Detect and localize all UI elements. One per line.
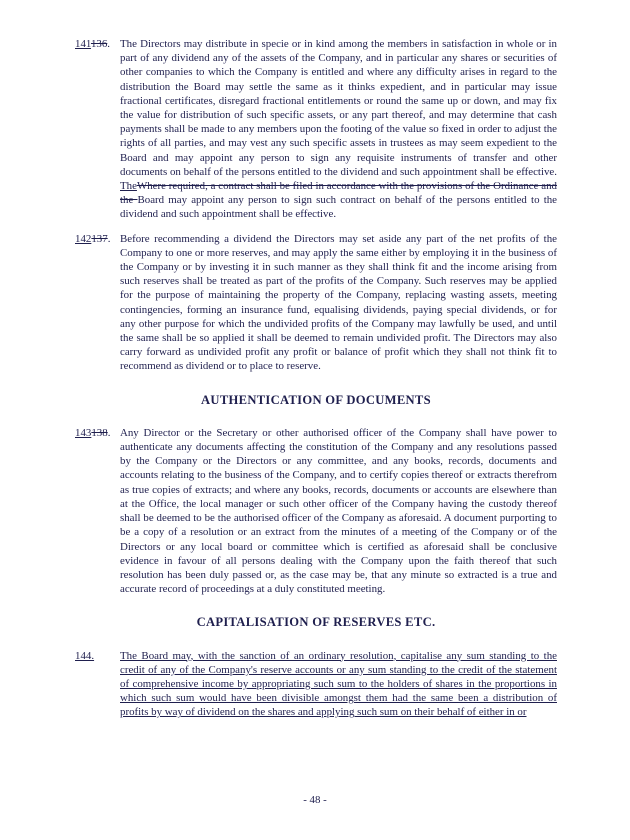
paragraph-143-number-dot: . — [107, 426, 111, 439]
paragraph-141-number-old: 136 — [90, 38, 108, 50]
paragraph-144 — [75, 649, 557, 720]
paragraph-141-body — [120, 37, 557, 222]
paragraph-143-number-old: 138 — [91, 426, 108, 439]
section-heading-authentication: AUTHENTICATION OF DOCUMENTS — [201, 392, 431, 407]
paragraph-142-number-dot: . — [107, 232, 111, 245]
paragraph-141-number-new: 141 — [75, 38, 91, 50]
paragraph-143-number — [75, 426, 120, 596]
paragraph-141-number-dot: . — [107, 38, 111, 50]
paragraph-141-text: The Directors may distribute in specie or in kind among the members in satisfaction in whole or in part of any dividend any of the assets of the Company, and in particular any shares or securities of other companies to which the Company is entitled and where any difficulty arises in regard to the distribution the Board may settle the same as it thinks expedient, and in particular may issue fractional certificates, disregard fractional entitlements or round the same up or down, and may fix the value for distribution of such specific assets, or any part thereof, and may determine that cash payments shall be made to any members upon the footing of the value so fixed in order to adjust the rights of all parties, and may vest any such specific assets in trustees as may seem expedient to the Board and may appoint any person to sign any requisite instruments of transfer and other documents on behalf of the persons entitled to the dividend and such appointment shall be effective. — [120, 38, 557, 178]
paragraph-141-inserted-text: The — [120, 180, 137, 193]
paragraph-142-number-new: 142 — [75, 232, 92, 245]
paragraph-144-body — [120, 649, 557, 720]
paragraph-142-body — [120, 232, 557, 374]
paragraph-143-number-new: 143 — [75, 426, 92, 439]
paragraph-141-number — [75, 37, 120, 222]
paragraph-142-number-old: 137 — [91, 232, 108, 245]
paragraph-142-number — [75, 232, 120, 374]
page-number: - 48 - — [303, 793, 327, 806]
paragraph-144-number-text: 144. — [75, 649, 95, 662]
paragraph-141 — [75, 37, 557, 222]
paragraph-143 — [75, 426, 557, 596]
paragraph-141-text-rest: Board may appoint any person to sign such contract on behalf of the persons entitled to the dividend and such appointment shall be effective. — [120, 194, 557, 221]
section-heading-capitalisation: CAPITALISATION OF RESERVES ETC. — [196, 615, 436, 630]
paragraph-143-body — [120, 426, 557, 596]
paragraph-144-number — [75, 649, 120, 720]
paragraph-142 — [75, 232, 557, 374]
paragraph-144-inserted-text: The Board may, with the sanction of an ordinary resolution, capitalise any sum standing to the credit of any of the Company's reserve accounts or any sum standing to the credit of the statement of comprehensive income by appropriating such sum to the holders of shares in the proportions in which such sum would have been divisible amongst them had the same been a distribution of profits by way of dividend on the shares and applying such sum on their behalf of either in or — [120, 649, 557, 719]
paragraph-143-text: Any Director or the Secretary or other authorised officer of the Company shall have power to authenticate any documents affecting the constitution of the Company and any resolutions passed by the Company or the Directors or any committee, and any books, records, documents and accounts relating to the business of the Company, and to certify copies thereof or extracts therefrom as true copies of extracts; and where any books, records, documents or accounts are elsewhere than at the Office, the local manager or such other officer of the Company having the custody thereof shall be deemed to be the authorised officer of the Company as aforesaid. A document purporting to be a copy of a resolution or an extract from the minutes of a meeting of the Company or of the Directors or any local board or committee which is certified as aforesaid shall be conclusive evidence in favour of all persons dealing with the Company upon the faith thereof that such resolution has been duly passed or, as the case may be, that any minute so extracted is a true and accurate record of proceedings at a duly constituted meeting. — [120, 426, 557, 596]
paragraph-142-text: Before recommending a dividend the Directors may set aside any part of the net profits of the Company to one or more reserves, and may apply the same either by employing it in the business of the Company or by investing it in such manner as they shall think fit and the income arising from such reserves shall be treated as part of the profits of the Company. Such reserves may be applied for the purpose of maintaining the property of the Company, replacing wasting assets, meeting contingencies, forming an insurance fund, equalising dividends, paying special dividends, or for any other purpose for which the undivided profits of the Company may lawfully be used, and until the same shall be so applied it shall be deemed to remain undivided profit. The Directors may also carry forward as undivided profit any profit or balance of profit which they shall not think fit to recommend as dividend or to place to reserve. — [120, 232, 557, 373]
paragraph-141-deleted-text: Where required, a contract shall be filed in accordance with the provisions of the Ordinance and the — [120, 180, 557, 207]
document-content — [75, 37, 557, 730]
